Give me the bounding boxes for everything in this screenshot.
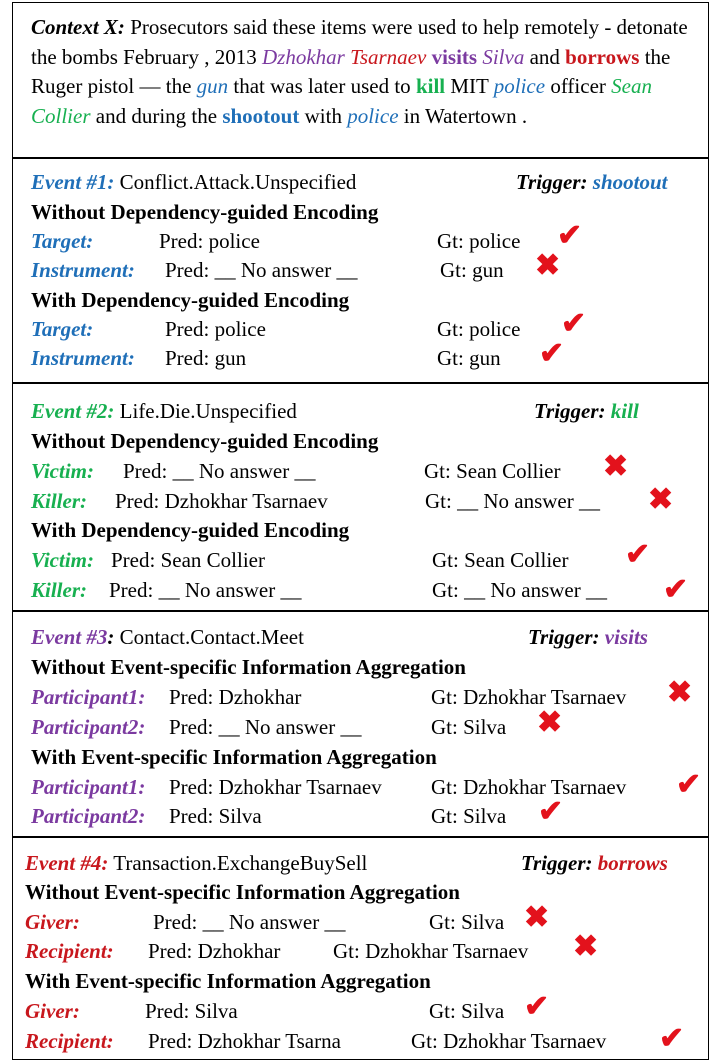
role-label: Instrument: — [31, 258, 135, 282]
event-2-box — [12, 382, 709, 612]
context-segment: and — [524, 44, 566, 69]
check-icon: ✔ — [539, 337, 565, 370]
context-label: Context X: — [31, 15, 125, 39]
role-label: Target: — [31, 229, 94, 253]
gt-value: Gt: gun — [437, 346, 501, 370]
context-segment: that was later used to — [228, 74, 416, 98]
check-icon: ✔ — [625, 538, 651, 571]
event-1-label: Event #1: — [31, 170, 115, 194]
event-3-trigger — [528, 623, 648, 651]
gt-value: Gt: Silva — [429, 999, 505, 1023]
context-segment: the Ruger pistol — the — [31, 44, 671, 98]
cross-icon: ✖ — [667, 676, 693, 709]
event-2-without-heading: Without Dependency-guided Encoding — [31, 429, 379, 453]
event-3-header — [31, 623, 304, 651]
role-label: Victim: — [31, 459, 94, 483]
event-3-label: Event #3 — [31, 625, 108, 649]
context-entity-gun: gun — [196, 74, 229, 98]
event-1-type: Conflict.Attack.Unspecified — [119, 170, 357, 194]
check-icon: ✔ — [676, 768, 702, 801]
pred-value: Pred: __ No answer __ — [169, 715, 362, 739]
context-segment: Prosecutors said these items were used to help remotely - detonate the bombs February , 2013 — [31, 15, 688, 69]
event-3-trigger-word: visits — [604, 625, 648, 649]
cross-icon: ✖ — [537, 706, 563, 739]
gt-value: Gt: police — [437, 229, 521, 253]
event-3-without-heading: Without Event-specific Information Aggregation — [31, 655, 466, 679]
context-entity-silva: Silva — [482, 44, 525, 69]
pred-value: Pred: Dzhokhar Tsarna — [148, 1029, 341, 1053]
pred-value: Pred: Silva — [169, 804, 262, 828]
event-4-trigger-word: borrows — [597, 851, 668, 875]
context-entity-dzhokhar: Dzhokhar — [261, 44, 345, 69]
context-text — [31, 13, 711, 131]
role-label: Recipient: — [25, 1029, 114, 1053]
event-1-box — [12, 157, 709, 384]
pred-value: Pred: Dzhokhar Tsarnaev — [169, 775, 382, 799]
check-icon: ✔ — [538, 795, 564, 828]
event-4-without-heading: Without Event-specific Information Aggregation — [25, 880, 460, 904]
pred-value: Pred: Dzhokhar Tsarnaev — [115, 489, 328, 513]
pred-value: Pred: Dzhokhar — [169, 685, 302, 709]
context-entity-police: police — [347, 103, 399, 128]
role-label: Participant2: — [31, 804, 146, 828]
cross-icon: ✖ — [603, 450, 629, 483]
event-3-type: Contact.Contact.Meet — [119, 625, 304, 649]
role-label: Giver: — [25, 910, 80, 934]
context-entity-tsarnaev: Tsarnaev — [350, 44, 427, 69]
context-box — [12, 2, 709, 159]
pred-value: Pred: gun — [165, 346, 247, 370]
gt-value: Gt: Dzhokhar Tsarnaev — [333, 939, 529, 963]
gt-value: Gt: gun — [440, 258, 504, 282]
check-icon: ✔ — [524, 990, 550, 1023]
event-4-with-heading: With Event-specific Information Aggregation — [25, 969, 431, 993]
cross-icon: ✖ — [535, 249, 561, 282]
check-icon: ✔ — [557, 219, 583, 252]
pred-value: Pred: Dzhokhar — [148, 939, 281, 963]
event-2-with-heading: With Dependency-guided Encoding — [31, 518, 350, 542]
gt-value: Gt: Sean Collier — [424, 459, 561, 483]
role-label: Recipient: — [25, 939, 114, 963]
event-4-box — [12, 836, 709, 1060]
gt-value: Gt: Sean Collier — [432, 548, 569, 572]
gt-value: Gt: Silva — [429, 910, 505, 934]
check-icon: ✔ — [659, 1022, 685, 1055]
gt-value: Gt: Dzhokhar Tsarnaev — [411, 1029, 607, 1053]
context-segment: officer — [545, 74, 612, 98]
event-1-header — [31, 168, 356, 196]
event-1-trigger — [516, 168, 668, 196]
gt-value: Gt: Silva — [431, 804, 507, 828]
event-4-trigger — [521, 849, 668, 877]
context-trigger-borrows: borrows — [565, 44, 640, 69]
role-label: Target: — [31, 317, 94, 341]
event-1-with-heading: With Dependency-guided Encoding — [31, 288, 350, 312]
event-4-label: Event #4: — [25, 851, 109, 875]
gt-value: Gt: Dzhokhar Tsarnaev — [431, 685, 627, 709]
trigger-label: Trigger: — [516, 170, 588, 194]
context-segment: in Watertown . — [398, 103, 528, 128]
pred-value: Pred: __ No answer __ — [165, 258, 358, 282]
role-label: Killer: — [31, 578, 87, 602]
event-1-trigger-word: shootout — [592, 170, 668, 194]
trigger-label: Trigger: — [528, 625, 600, 649]
pred-value: Pred: __ No answer __ — [153, 910, 346, 934]
pred-value: Pred: __ No answer __ — [109, 578, 302, 602]
cross-icon: ✖ — [648, 483, 674, 516]
role-label: Participant1: — [31, 685, 146, 709]
pred-value: Pred: Sean Collier — [111, 548, 265, 572]
role-label: Giver: — [25, 999, 80, 1023]
pred-value: Pred: Silva — [145, 999, 238, 1023]
event-3-with-heading: With Event-specific Information Aggregation — [31, 745, 437, 769]
role-label: Victim: — [31, 548, 94, 572]
gt-value: Gt: Dzhokhar Tsarnaev — [431, 775, 627, 799]
event-2-trigger-word: kill — [610, 399, 639, 423]
event-2-header — [31, 397, 297, 425]
role-label: Instrument: — [31, 346, 135, 370]
context-segment: with — [299, 103, 348, 128]
event-1-without-heading: Without Dependency-guided Encoding — [31, 200, 379, 224]
role-label: Participant1: — [31, 775, 146, 799]
trigger-label: Trigger: — [534, 399, 606, 423]
pred-value: Pred: police — [159, 229, 260, 253]
context-segment: MIT — [445, 74, 494, 98]
context-entity-sean-collier: Sean Collier — [31, 74, 652, 128]
event-2-label: Event #2: — [31, 399, 115, 423]
gt-value: Gt: Silva — [431, 715, 507, 739]
cross-icon: ✖ — [524, 901, 550, 934]
event-2-trigger — [534, 397, 639, 425]
check-icon: ✔ — [663, 573, 689, 606]
pred-value: Pred: __ No answer __ — [123, 459, 316, 483]
check-icon: ✔ — [561, 307, 587, 340]
context-trigger-shootout: shootout — [222, 103, 300, 128]
event-4-header — [25, 849, 367, 877]
context-trigger-kill: kill — [415, 74, 446, 98]
context-segment: and during the — [90, 103, 223, 128]
gt-value: Gt: __ No answer __ — [432, 578, 607, 602]
context-trigger-visits: visits — [431, 44, 478, 69]
event-2-type: Life.Die.Unspecified — [119, 399, 297, 423]
role-label: Participant2: — [31, 715, 146, 739]
pred-value: Pred: police — [165, 317, 266, 341]
event-3-colon: : — [107, 625, 115, 649]
gt-value: Gt: __ No answer __ — [425, 489, 600, 513]
role-label: Killer: — [31, 489, 87, 513]
context-entity-police: police — [493, 74, 546, 98]
trigger-label: Trigger: — [521, 851, 593, 875]
event-4-type: Transaction.ExchangeBuySell — [113, 851, 368, 875]
cross-icon: ✖ — [573, 930, 599, 963]
event-3-box — [12, 610, 709, 838]
gt-value: Gt: police — [437, 317, 521, 341]
